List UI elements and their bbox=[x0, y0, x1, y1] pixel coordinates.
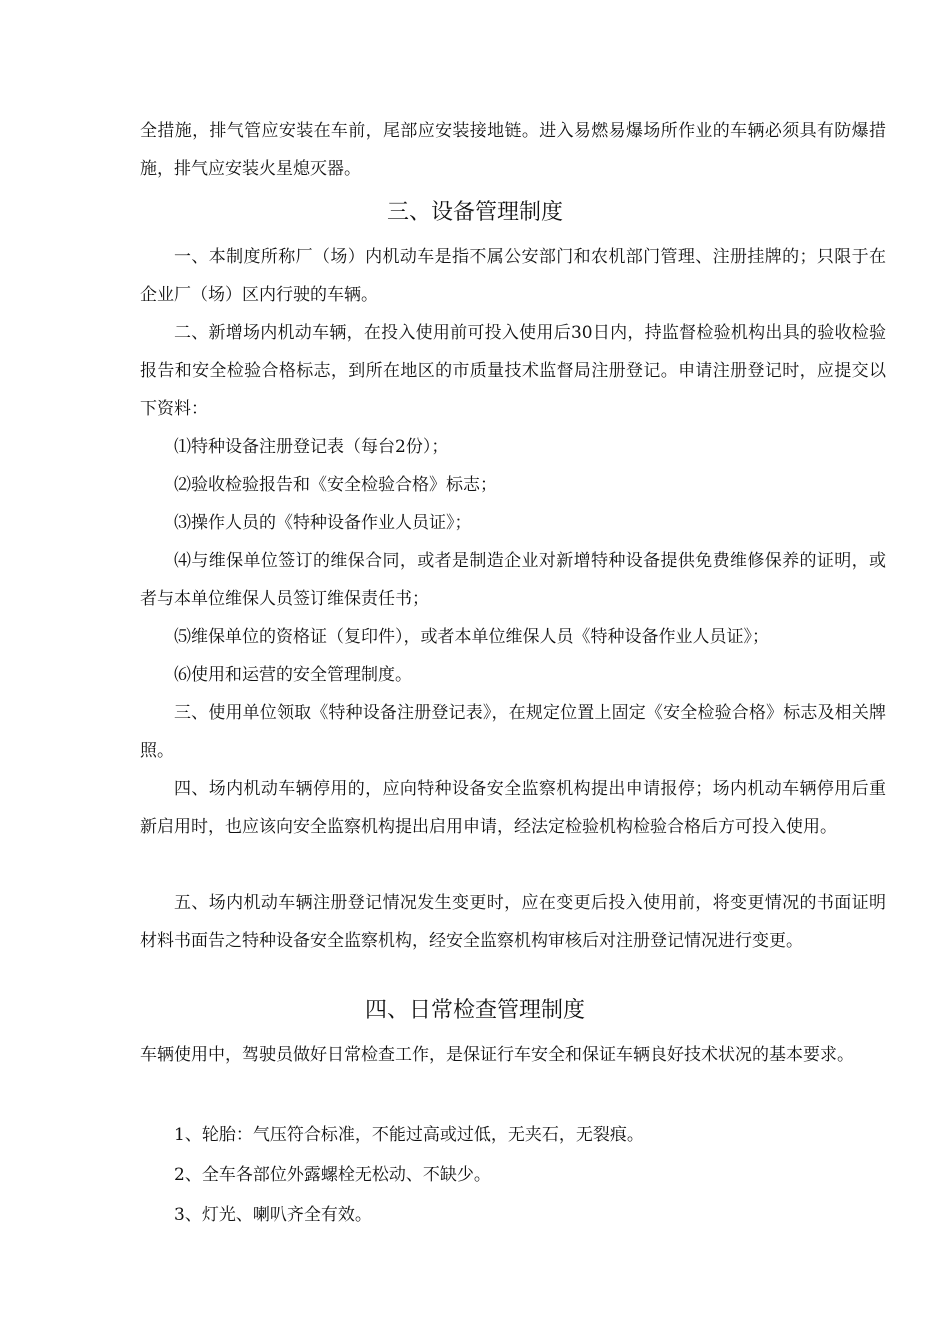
section-4-item-1: 1、轮胎：气压符合标准，不能过高或过低，无夹石，无裂痕。 bbox=[174, 1125, 644, 1145]
section-3-paragraph-3: 三、使用单位领取《特种设备注册登记表》，在规定位置上固定《安全检验合格》标志及相关牌照。 bbox=[140, 703, 886, 761]
section-4-intro: 车辆使用中，驾驶员做好日常检查工作，是保证行车安全和保证车辆良好技术状况的基本要求。 bbox=[140, 1045, 854, 1065]
section-4-heading: 四、日常检查管理制度 bbox=[364, 998, 585, 1023]
section-4-item-2: 2、全车各部位外露螺栓无松动、不缺少。 bbox=[174, 1165, 491, 1185]
section-3-item-4: ⑷与维保单位签订的维保合同，或者是制造企业对新增特种设备提供免费维修保养的证明，或者与本单位维保人员签订维保责任书； bbox=[140, 551, 886, 609]
section-3-item-1: ⑴特种设备注册登记表（每台2份）； bbox=[174, 437, 449, 457]
section-3-item-3: ⑶操作人员的《特种设备作业人员证》； bbox=[174, 513, 472, 533]
section-3-heading: 三、设备管理制度 bbox=[386, 200, 563, 225]
section-3-paragraph-4: 四、场内机动车辆停用的，应向特种设备安全监察机构提出申请报停；场内机动车辆停用后重新启用时，也应该向安全监察机构提出启用申请，经法定检验机构检验合格后方可投入使用。 bbox=[140, 779, 886, 837]
section-4-item-3: 3、灯光、喇叭齐全有效。 bbox=[174, 1205, 372, 1225]
section-3-item-6: ⑹使用和运营的安全管理制度。 bbox=[174, 665, 412, 685]
section-3-item-2: ⑵验收检验报告和《安全检验合格》标志； bbox=[174, 475, 497, 495]
intro-paragraph: 全措施，排气管应安装在车前，尾部应安装接地链。进入易燃易爆场所作业的车辆必须具有防爆措施，排气应安装火星熄灭器。 bbox=[140, 121, 886, 179]
section-3-paragraph-2: 二、新增场内机动车辆，在投入使用前可投入使用后30日内，持监督检验机构出具的验收检验报告和安全检验合格标志，到所在地区的市质量技术监督局注册登记。申请注册登记时，应提交以下资料： bbox=[140, 323, 886, 419]
section-3-paragraph-1: 一、本制度所称厂（场）内机动车是指不属公安部门和农机部门管理、注册挂牌的；只限于在企业厂（场）区内行驶的车辆。 bbox=[140, 247, 886, 305]
section-3-item-5: ⑸维保单位的资格证（复印件），或者本单位维保人员《特种设备作业人员证》； bbox=[174, 627, 769, 647]
section-3-paragraph-5: 五、场内机动车辆注册登记情况发生变更时，应在变更后投入使用前，将变更情况的书面证明材料书面告之特种设备安全监察机构，经安全监察机构审核后对注册登记情况进行变更。 bbox=[140, 893, 886, 951]
